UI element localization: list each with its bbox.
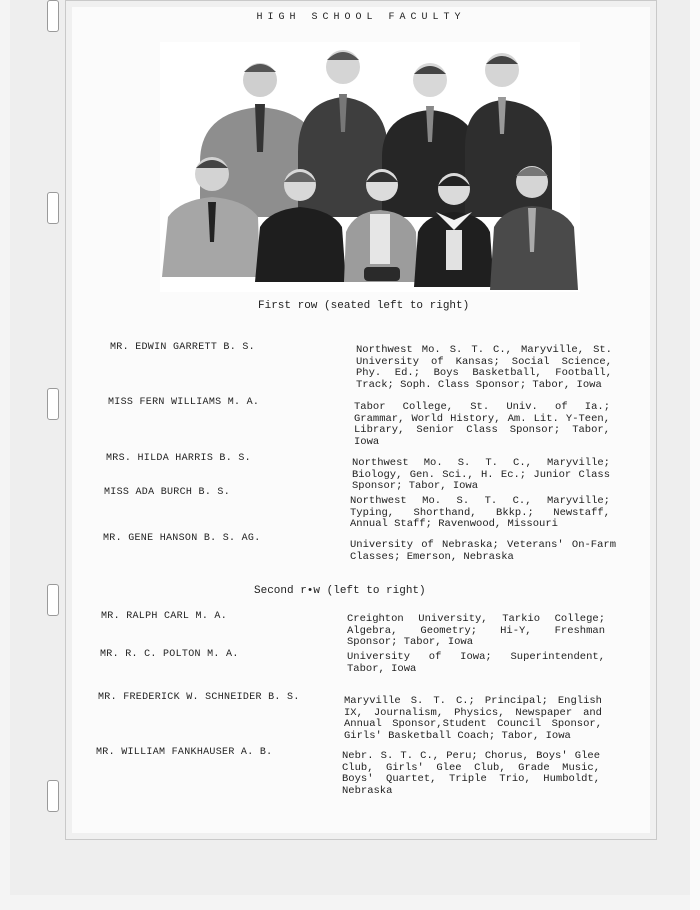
faculty-name: MR. FREDERICK W. SCHNEIDER B. S. bbox=[98, 692, 300, 703]
first-row-caption: First row (seated left to right) bbox=[258, 300, 470, 312]
faculty-name: MR. EDWIN GARRETT B. S. bbox=[110, 342, 255, 353]
faculty-description: Northwest Mo. S. T. C., Maryville, St. University of Kansas; Social Science, Phy. Ed.; Boys Basketball, Football, Track; Soph. Class Sponsor; Tabor, Iowa bbox=[356, 344, 612, 391]
faculty-description: University of Iowa; Superintendent, Tabor, Iowa bbox=[347, 651, 605, 675]
binder-hole bbox=[47, 192, 59, 224]
second-row-caption: Second r•w (left to right) bbox=[254, 585, 426, 597]
faculty-description: Tabor College, St. Univ. of Ia.; Grammar, World History, Am. Lit. Y-Teen, Library, Senior Class Sponsor; Tabor, Iowa bbox=[354, 401, 610, 448]
faculty-name: MISS FERN WILLIAMS M. A. bbox=[108, 397, 260, 408]
faculty-name: MISS ADA BURCH B. S. bbox=[104, 487, 231, 498]
faculty-description: Northwest Mo. S. T. C., Maryville; Typing, Shorthand, Bkkp.; Newstaff, Annual Staff; Ravenwood, Missouri bbox=[350, 495, 610, 530]
faculty-description: Nebr. S. T. C., Peru; Chorus, Boys' Glee Club, Girls' Glee Club, Grade Music, Boys' Quartet, Triple Trio, Humboldt, Nebraska bbox=[342, 750, 600, 797]
faculty-name: MR. WILLIAM FANKHAUSER A. B. bbox=[96, 747, 273, 758]
faculty-description: Creighton University, Tarkio College; Algebra, Geometry; Hi-Y, Freshman Sponsor; Tabor, Iowa bbox=[347, 613, 605, 648]
binder-hole bbox=[47, 780, 59, 812]
faculty-description: Northwest Mo. S. T. C., Maryville; Biology, Gen. Sci., H. Ec.; Junior Class Sponsor; Tabor, Iowa bbox=[352, 457, 610, 492]
faculty-name: MR. R. C. POLTON M. A. bbox=[100, 649, 239, 660]
faculty-description: Maryville S. T. C.; Principal; English IX, Journalism, Physics, Newspaper and Annual Sponsor,Student Council Sponsor, Girls' Basketball Coach; Tabor, Iowa bbox=[344, 695, 602, 742]
binder-edge bbox=[690, 0, 700, 910]
faculty-group-photo bbox=[160, 42, 580, 292]
binder-hole bbox=[47, 584, 59, 616]
faculty-name: MR. GENE HANSON B. S. AG. bbox=[103, 533, 261, 544]
binder-hole bbox=[47, 0, 59, 32]
page-title: HIGH SCHOOL FACULTY bbox=[256, 12, 466, 23]
faculty-name: MR. RALPH CARL M. A. bbox=[101, 611, 228, 622]
binder-hole bbox=[47, 388, 59, 420]
faculty-description: University of Nebraska; Veterans' On-Farm Classes; Emerson, Nebraska bbox=[350, 539, 616, 563]
faculty-name: MRS. HILDA HARRIS B. S. bbox=[106, 453, 251, 464]
